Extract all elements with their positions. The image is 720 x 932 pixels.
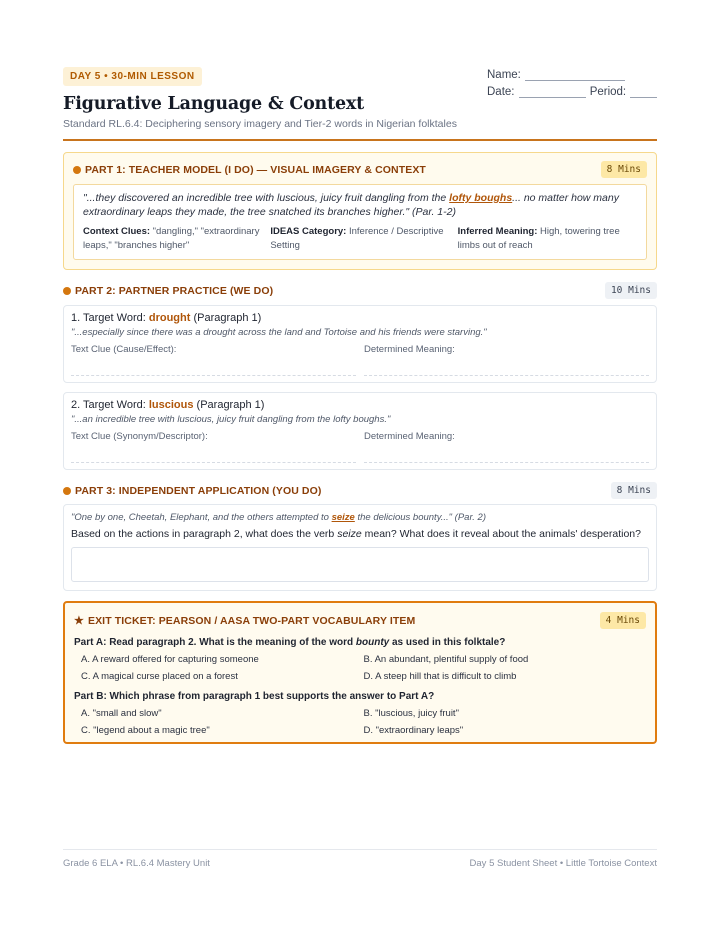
practice-item	[63, 305, 657, 383]
part-a-question: Part A: Read paragraph 2. What is the meaning of the word bounty as used in this folktale?	[74, 637, 506, 648]
worksheet	[63, 60, 657, 744]
footer-left: Grade 6 ELA • RL.6.4 Mastery Unit	[63, 858, 210, 869]
header-divider	[63, 139, 657, 141]
meaning-field: Determined Meaning:	[364, 344, 649, 376]
page-title: Figurative Language & Context	[63, 94, 364, 114]
practice-quote: "...an incredible tree with luscious, juicy fruit dangling from the lofty boughs."	[71, 414, 391, 425]
application-question: Based on the actions in paragraph 2, what does the verb seize mean? What does it reveal about the animals' desperation?	[71, 528, 641, 540]
page-footer	[63, 849, 657, 869]
practice-quote: "...especially since there was a drought across the land and Tortoise and his friends were starving."	[71, 327, 487, 338]
part-b-options	[74, 708, 646, 736]
page-subtitle: Standard RL.6.4: Deciphering sensory imagery and Tier-2 words in Nigerian folktales	[63, 118, 457, 130]
application-answer-box[interactable]	[71, 547, 649, 582]
part1-section	[63, 152, 657, 270]
answer-option[interactable]: D. A steep hill that is difficult to climb	[363, 671, 517, 682]
practice-question: 1. Target Word: drought (Paragraph 1)	[71, 312, 262, 324]
meaning-answer-line[interactable]	[364, 442, 649, 463]
star-icon: ★	[74, 615, 84, 627]
part3-time-badge: 8 Mins	[611, 482, 657, 499]
meaning-field: Determined Meaning:	[364, 431, 649, 463]
application-card	[63, 504, 657, 591]
text-clue-field: Text Clue (Synonym/Descriptor):	[71, 431, 356, 463]
part1-title: PART 1: TEACHER MODEL (I DO) — VISUAL IMAGERY & CONTEXT	[73, 164, 426, 176]
answer-option[interactable]: C. A magical curse placed on a forest	[81, 671, 238, 682]
answer-option[interactable]: B. An abundant, plentiful supply of food	[363, 654, 529, 665]
name-label: Name:	[487, 69, 521, 81]
meaning-answer-line[interactable]	[364, 355, 649, 376]
period-line[interactable]	[630, 88, 657, 98]
practice-item	[63, 392, 657, 470]
part-b-question: Part B: Which phrase from paragraph 1 best supports the answer to Part A?	[74, 691, 435, 702]
bullet-dot-icon	[63, 287, 71, 295]
answer-option[interactable]: D. "extraordinary leaps"	[363, 725, 464, 736]
application-quote: "One by one, Cheetah, Elephant, and the others attempted to seize the delicious bounty..." (Par. 2)	[71, 512, 486, 523]
inferred-meaning: Inferred Meaning: High, towering tree limbs out of reach	[457, 226, 620, 251]
name-line[interactable]	[525, 71, 625, 81]
exit-time-badge: 4 Mins	[600, 612, 646, 629]
date-line[interactable]	[519, 88, 586, 98]
text-clue-field: Text Clue (Cause/Effect):	[71, 344, 356, 376]
lesson-tag: DAY 5 • 30-MIN LESSON	[63, 67, 202, 86]
part3-header	[63, 482, 657, 499]
exit-ticket	[63, 601, 657, 744]
ideas-category: IDEAS Category: Inference / Descriptive Setting	[270, 226, 444, 251]
footer-right: Day 5 Student Sheet • Little Tortoise Context	[469, 858, 657, 869]
answer-option[interactable]: A. "small and slow"	[81, 708, 162, 719]
part1-analysis	[83, 225, 637, 252]
exit-ticket-title: ★ EXIT TICKET: PEARSON / AASA TWO-PART VOCABULARY ITEM	[74, 614, 416, 627]
part2-title: PART 2: PARTNER PRACTICE (WE DO)	[63, 285, 273, 297]
bullet-dot-icon	[63, 487, 71, 495]
period-label: Period:	[589, 86, 627, 98]
part1-quote-box	[73, 184, 647, 260]
part1-quote: "...they discovered an incredible tree with luscious, juicy fruit dangling from the lofty boughs... no matter how many extraordinary leaps they made, the tree snatched its branches higher." (Par. 1-2)	[83, 192, 619, 218]
student-info	[487, 64, 657, 98]
part2-time-badge: 10 Mins	[605, 282, 657, 299]
highlighted-word: seize	[331, 512, 355, 523]
text-clue-answer-line[interactable]	[71, 442, 356, 463]
answer-option[interactable]: B. "luscious, juicy fruit"	[363, 708, 459, 719]
practice-question: 2. Target Word: luscious (Paragraph 1)	[71, 399, 265, 411]
text-clue-answer-line[interactable]	[71, 355, 356, 376]
highlighted-phrase: lofty boughs	[449, 192, 513, 204]
date-label: Date:	[487, 86, 515, 98]
part3-title: PART 3: INDEPENDENT APPLICATION (YOU DO)	[63, 485, 321, 497]
part1-time-badge: 8 Mins	[601, 161, 647, 178]
answer-option[interactable]: C. "legend about a magic tree"	[81, 725, 210, 736]
answer-option[interactable]: A. A reward offered for capturing someone	[81, 654, 259, 665]
part-a-options	[74, 654, 646, 682]
context-clues: Context Clues: "dangling," "extraordinary leaps," "branches higher"	[83, 226, 260, 251]
part2-header	[63, 282, 657, 299]
bullet-dot-icon	[73, 166, 81, 174]
